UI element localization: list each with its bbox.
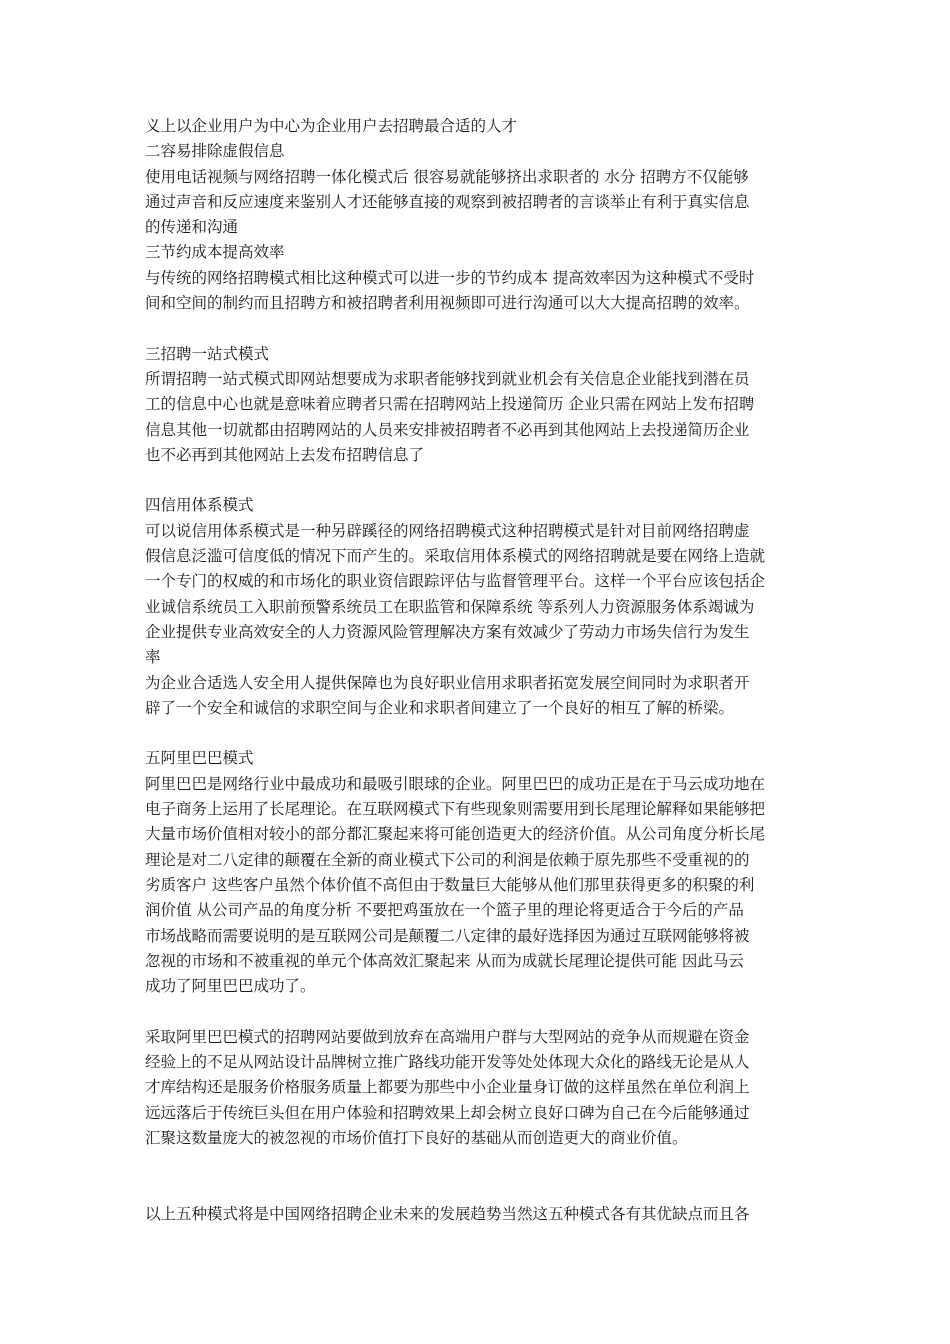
paragraph-gap (145, 721, 813, 746)
text-line: 率 (145, 648, 161, 667)
paragraph-gap (145, 999, 813, 1024)
section-heading: 五阿里巴巴模式 (145, 749, 254, 768)
text-line: 理论是对二八定律的颠覆在全新的商业模式下公司的利润是依赖于原先那些不受重视的的 (145, 850, 750, 869)
text-line: 一个专门的权威的和市场化的职业资信跟踪评估与监督管理平台。这样一个平台应该包括企 (145, 572, 766, 591)
text-line: 与传统的网络招聘模式相比这种模式可以进一步的节约成本 提高效率因为这种模式不受时 (145, 268, 755, 287)
text-line: 企业提供专业高效安全的人力资源风险管理解决方案有效减少了劳动力市场失信行为发生 (145, 622, 750, 641)
text-line: 间和空间的制约而且招聘方和被招聘者利用视频即可进行沟通可以大大提高招聘的效率。 (145, 294, 750, 313)
section-heading: 二容易排除虚假信息 (145, 142, 285, 161)
text-line: 义上以企业用户为中心为企业用户去招聘最合适的人才 (145, 117, 518, 135)
document-body (145, 114, 813, 1227)
text-line: 采取阿里巴巴模式的招聘网站要做到放弃在高端用户群与大型网站的竞争从而规避在资金 (145, 1027, 750, 1046)
text-line: 为企业合适选人安全用人提供保障也为良好职业信用求职者拓宽发展空间同时为求职者开 (145, 673, 750, 692)
text-line: 可以说信用体系模式是一种另辟蹊径的网络招聘模式这种招聘模式是针对目前网络招聘虚 (145, 521, 750, 540)
section-heading: 四信用体系模式 (145, 496, 254, 515)
text-line: 阿里巴巴是网络行业中最成功和最吸引眼球的企业。阿里巴巴的成功正是在于马云成功地在 (145, 774, 766, 793)
text-line: 以上五种模式将是中国网络招聘企业未来的发展趋势当然这五种模式各有其优缺点而且各 (145, 1204, 750, 1223)
text-line: 所谓招聘一站式模式即网站想要成为求职者能够找到就业机会有关信息企业能找到潜在员 (145, 369, 750, 388)
text-line: 假信息泛滥可信度低的情况下而产生的。采取信用体系模式的网络招聘就是要在网络上造就 (145, 547, 766, 566)
text-line: 辟了一个安全和诚信的求职空间与企业和求职者间建立了一个良好的相互了解的桥梁。 (145, 698, 735, 717)
paragraph-gap (145, 468, 813, 493)
text-line: 信息其他一切就都由招聘网站的人员来安排被招聘者不必再到其他网站上去投递简历企业 (145, 420, 750, 439)
text-line: 远远落后于传统巨头但在用户体验和招聘效果上却会树立良好口碑为自己在今后能够通过 (145, 1103, 750, 1122)
text-line: 汇聚这数量庞大的被忽视的市场价值打下良好的基础从而创造更大的商业价值。 (145, 1128, 688, 1147)
text-line: 电子商务上运用了长尾理论。在互联网模式下有些现象则需要用到长尾理论解释如果能够把 (145, 800, 766, 819)
text-line: 大量市场价值相对较小的部分都汇聚起来将可能创造更大的经济价值。从公司角度分析长尾 (145, 825, 766, 844)
text-line: 润价值 从公司产品的角度分析 不要把鸡蛋放在一个篮子里的理论将更适合于今后的产品 (145, 901, 744, 920)
text-line: 使用电话视频与网络招聘一体化模式后 很容易就能够挤出求职者的 水分 招聘方不仅能够 (145, 167, 749, 186)
text-line: 经验上的不足从网站设计品牌树立推广路线功能开发等处处体现大众化的路线无论是从人 (145, 1052, 750, 1071)
text-line: 也不必再到其他网站上去发布招聘信息了 (145, 445, 425, 464)
text-line: 的传递和沟通 (145, 218, 239, 237)
text-line: 通过声音和反应速度来鉴别人才还能够直接的观察到被招聘者的言谈举止有利于真实信息 (145, 192, 750, 211)
text-line: 成功了阿里巴巴成功了。 (145, 977, 316, 996)
text-line: 劣质客户 这些客户虽然个体价值不高但由于数量巨大能够从他们那里获得更多的积聚的利 (145, 875, 755, 894)
text-line: 工的信息中心也就是意味着应聘者只需在招聘网站上投递简历 企业只需在网站上发布招聘 (145, 395, 755, 414)
text-line: 才库结构还是服务价格服务质量上都要为那些中小企业量身订做的这样虽然在单位利润上 (145, 1078, 750, 1097)
paragraph-gap (145, 1151, 813, 1202)
section-heading: 三节约成本提高效率 (145, 243, 285, 262)
paragraph-gap (145, 316, 813, 341)
text-line: 业诚信系统员工入职前预警系统员工在职监管和保障系统 等系列人力资源服务体系竭诚为 (145, 597, 755, 616)
section-heading: 三招聘一站式模式 (145, 344, 270, 363)
text-line: 忽视的市场和不被重视的单元个体高效汇聚起来 从而为成就长尾理论提供可能 因此马云 (145, 951, 744, 970)
text-line: 市场战略而需要说明的是互联网公司是颠覆二八定律的最好选择因为通过互联网能够将被 (145, 926, 750, 945)
